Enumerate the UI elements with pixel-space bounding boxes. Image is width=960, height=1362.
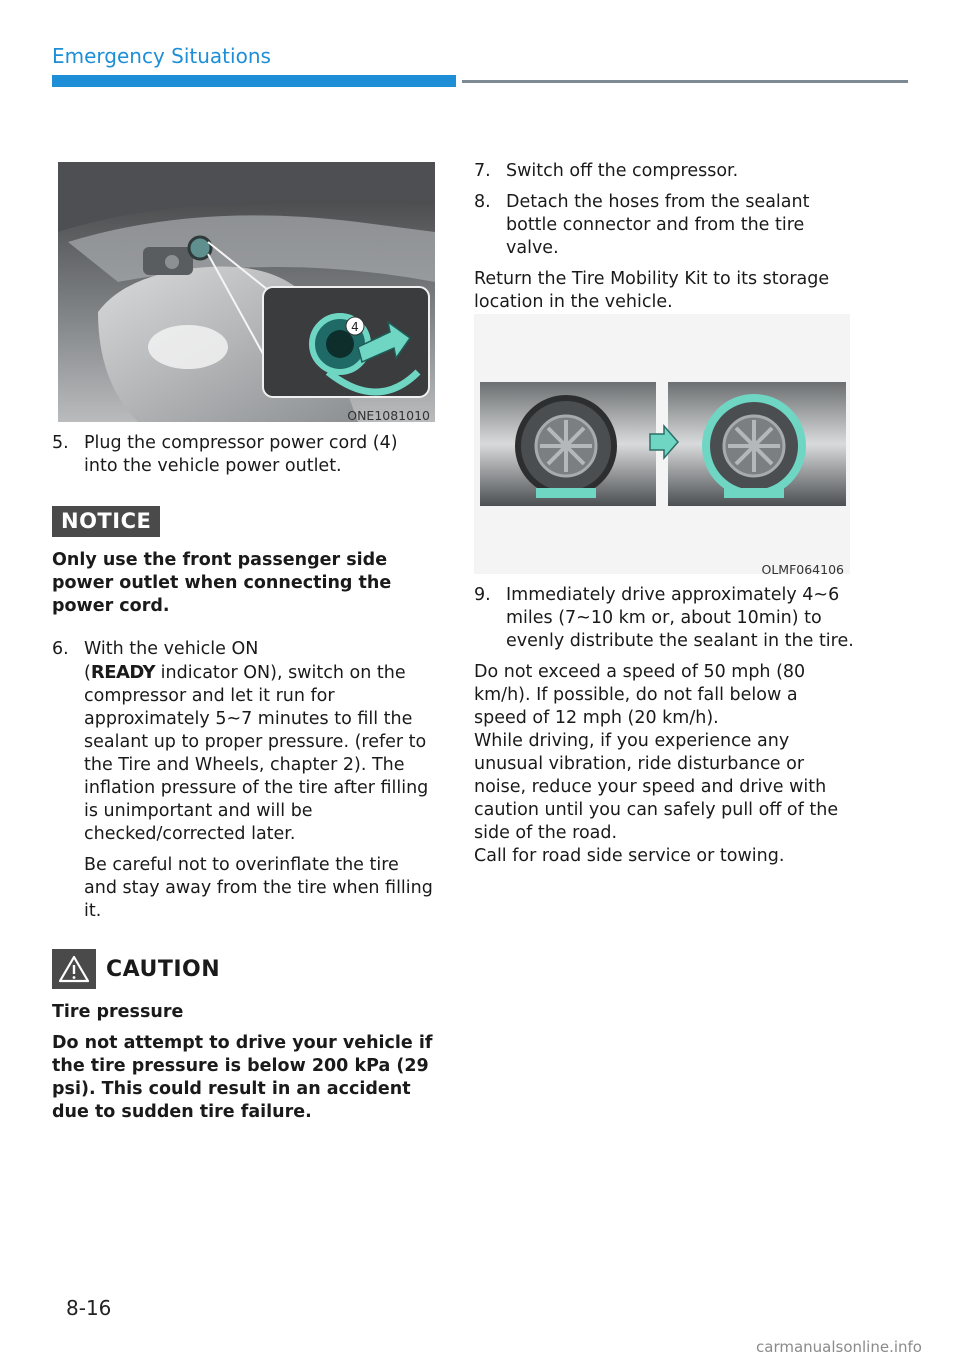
step-text: Switch off the compressor.: [506, 161, 739, 181]
header-rule: [462, 80, 908, 83]
section-title: Emergency Situations: [52, 44, 271, 68]
photo-callout: 4: [351, 320, 359, 334]
step-5: [52, 432, 436, 478]
step-text: Immediately drive approximately 4~6 miles (7~10 km or, about 10min) to evenly distribute the sealant in the tire.: [506, 585, 854, 651]
left-column: [52, 432, 436, 1124]
photo-caption-right: OLMF064106: [761, 562, 844, 577]
caution-label: CAUTION: [106, 956, 221, 982]
step-text: Plug the compressor power cord (4) into the vehicle power outlet.: [84, 433, 398, 476]
step-number: 9.: [474, 585, 491, 605]
step-8: [474, 191, 854, 260]
step-6: [52, 638, 436, 923]
step-number: 7.: [474, 161, 491, 181]
step-number: 8.: [474, 192, 491, 212]
return-text: Return the Tire Mobility Kit to its storage location in the vehicle.: [474, 269, 830, 312]
tire-illustration: [474, 314, 850, 574]
caution-text: Do not attempt to drive your vehicle if the tire pressure is below 200 kPa (29 psi). This could result in an accident due to sudden tire failure.: [52, 1033, 433, 1122]
notice-text: Only use the front passenger side power outlet when connecting the power cord.: [52, 550, 392, 616]
step-9: [474, 584, 854, 653]
notice-badge: NOTICE: [52, 506, 160, 537]
header-rule-accent: [52, 75, 456, 87]
ready-indicator-icon: READY: [90, 662, 156, 683]
caution-header: [52, 949, 436, 989]
warning-triangle-icon: [52, 949, 96, 989]
right-column-top: [474, 160, 854, 314]
right-column-bottom: [474, 584, 854, 868]
step-number: 5.: [52, 433, 69, 453]
step-6-line1: With the vehicle ON: [84, 639, 259, 659]
service-paragraph: Call for road side service or towing.: [474, 846, 785, 866]
photo-caption-left: ONE1081010: [347, 408, 430, 423]
watermark: carmanualsonline.info: [756, 1338, 922, 1356]
vibration-paragraph: While driving, if you experience any unusual vibration, ride disturbance or noise, reduce your speed and drive with caution until you can safely pull off of the side of the road.: [474, 731, 839, 843]
page-number: 8-16: [66, 1296, 112, 1320]
step-text: Detach the hoses from the sealant bottle connector and from the tire valve.: [506, 192, 810, 258]
power-outlet-illustration: [58, 162, 435, 422]
step-6-extra: Be careful not to overinflate the tire and stay away from the tire when filling it.: [84, 855, 433, 921]
step-text: indicator ON), switch on the compressor and let it run for approximately 5~7 minutes to fill the sealant up to proper pressure. (refer to the Tire and Wheels, chapter 2). The inflation pressure of the tire after filling is unimportant and will be checked/corrected later.: [84, 663, 429, 844]
step-6-body: [84, 661, 436, 846]
open-paren: (: [84, 663, 91, 683]
caution-subtitle: Tire pressure: [52, 1002, 184, 1022]
step-number: 6.: [52, 639, 69, 659]
speed-paragraph: Do not exceed a speed of 50 mph (80 km/h). If possible, do not fall below a speed of 12 mph (20 km/h).: [474, 662, 806, 728]
step-7: [474, 160, 854, 183]
